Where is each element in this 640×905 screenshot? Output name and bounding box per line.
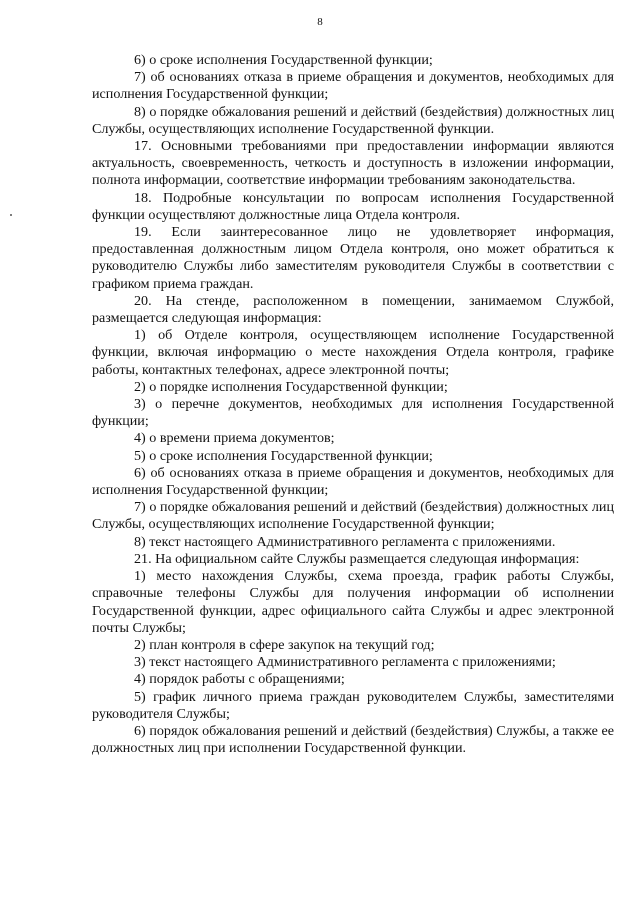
- paragraph: 20. На стенде, расположенном в помещении, занимаемом Службой, размещается следующая информация:: [92, 292, 614, 327]
- paragraph: 6) об основаниях отказа в приеме обращения и документов, необходимых для исполнения Государственной функции;: [92, 464, 614, 499]
- scan-speck: [10, 214, 12, 216]
- paragraph: 2) план контроля в сфере закупок на текущий год;: [134, 636, 435, 653]
- paragraph: 2) о порядке исполнения Государственной функции;: [134, 378, 448, 395]
- paragraph: 5) о сроке исполнения Государственной функции;: [134, 447, 433, 464]
- paragraph: 19. Если заинтересованное лицо не удовлетворяет информация, предоставленная должностным лицом Отдела контроля, оно может обратиться к руководителю Службы либо заместителям руководителя Службы в соответствии с графиком приема граждан.: [92, 224, 614, 292]
- paragraph: 7) об основаниях отказа в приеме обращения и документов, необходимых для исполнения Государственной функции;: [92, 69, 614, 103]
- paragraph: 1) место нахождения Службы, схема проезда, график работы Службы, справочные телефоны Службы для получения информации об исполнении Государственной функции, адрес официального сайта Службы и адрес электронной почты Службы;: [92, 568, 614, 636]
- paragraph: 21. На официальном сайте Службы размещается следующая информация:: [134, 550, 580, 567]
- paragraph: 8) текст настоящего Административного регламента с приложениями.: [134, 533, 556, 550]
- page-number: 8: [317, 16, 323, 28]
- paragraph: 6) порядок обжалования решений и действий (бездействия) Службы, а также ее должностных лиц при исполнении Государственной функции.: [92, 722, 614, 757]
- body-text: [92, 52, 614, 757]
- paragraph: 3) о перечне документов, необходимых для исполнения Государственной функции;: [92, 396, 614, 430]
- paragraph: 5) график личного приема граждан руководителем Службы, заместителями руководителя Службы;: [92, 688, 614, 722]
- paragraph: 7) о порядке обжалования решений и действий (бездействия) должностных лиц Службы, осуществляющих исполнение Государственной функции;: [92, 499, 614, 533]
- paragraph: 4) о времени приема документов;: [134, 430, 335, 447]
- paragraph: 8) о порядке обжалования решений и действий (бездействия) должностных лиц Службы, осуществляющих исполнение Государственной функции.: [92, 103, 614, 137]
- paragraph: 18. Подробные консультации по вопросам исполнения Государственной функции осуществляют должностные лица Отдела контроля.: [92, 189, 614, 223]
- paragraph: 1) об Отделе контроля, осуществляющем исполнение Государственной функции, включая информацию о месте нахождения Отдела контроля, графике работы, контактных телефонах, адресе электронной почты;: [92, 327, 614, 378]
- paragraph: 6) о сроке исполнения Государственной функции;: [134, 52, 433, 68]
- paragraph: 17. Основными требованиями при предоставлении информации являются актуальность, своевременность, четкость и доступность в изложении информации, полнота информации, соответствие информации требованиям законодательства.: [92, 138, 614, 189]
- paragraph: 4) порядок работы с обращениями;: [134, 671, 345, 688]
- paragraph: 3) текст настоящего Административного регламента с приложениями;: [134, 654, 556, 671]
